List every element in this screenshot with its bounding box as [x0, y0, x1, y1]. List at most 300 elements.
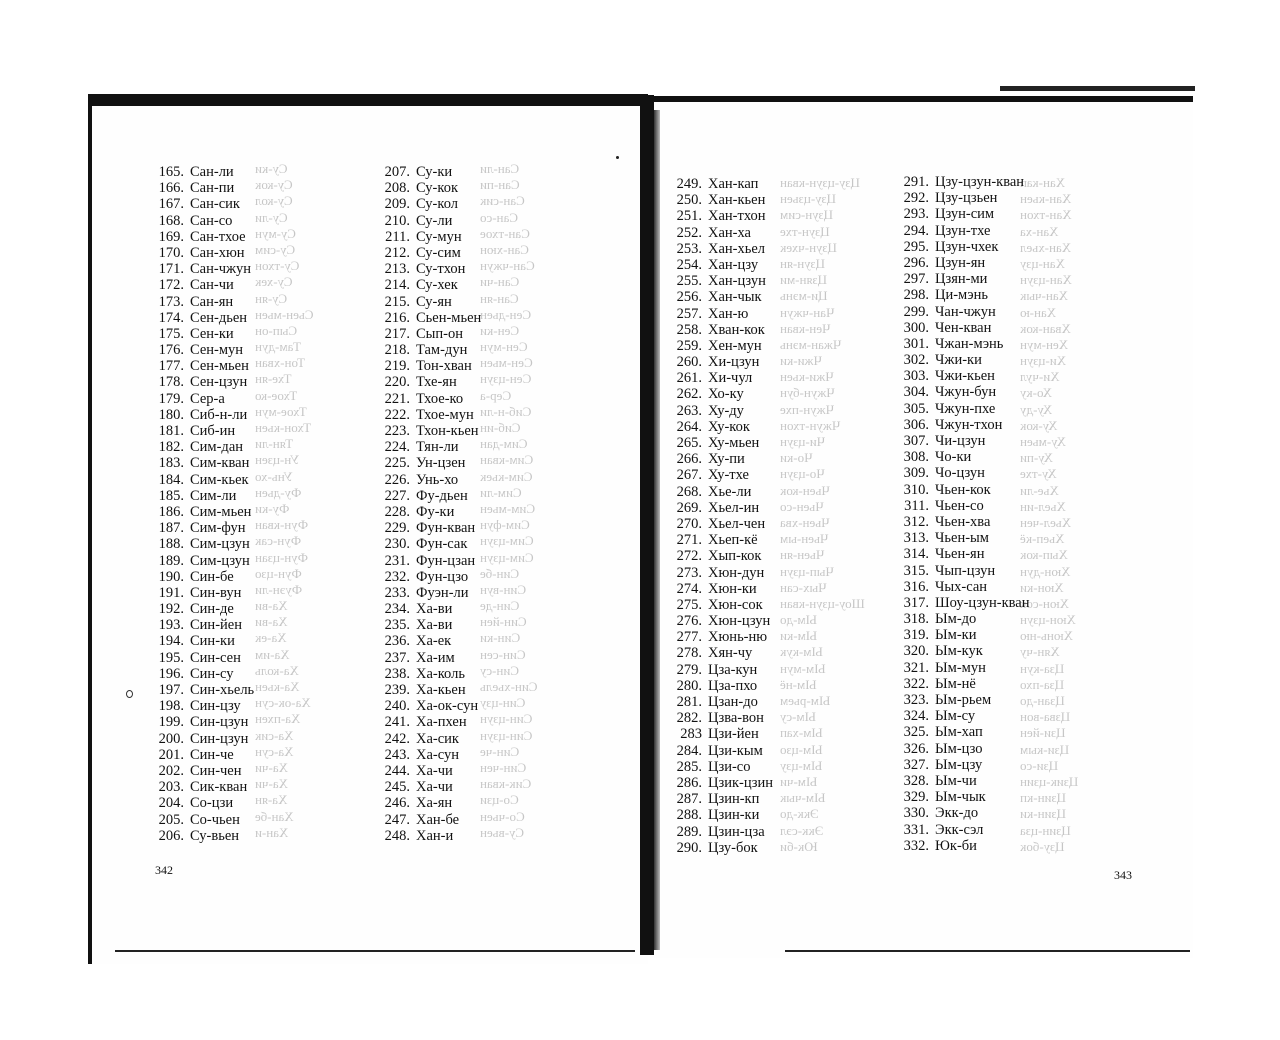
entry-name: Ым-кук: [935, 643, 983, 660]
entry-name: Фу-дьен: [416, 487, 468, 504]
entry-name: Ха-коль: [416, 665, 465, 682]
bleedthrough-text: Сен-дьен: [480, 306, 532, 322]
entry-name: Там-дун: [416, 342, 468, 359]
bleedthrough-text: Сен-ки: [480, 322, 520, 338]
bleedthrough-text: Хан-тхон: [1020, 207, 1072, 223]
entry-number: 264.: [676, 418, 702, 435]
entry-number: 286.: [676, 774, 702, 791]
entry-name: Сим-ли: [190, 487, 237, 504]
bleedthrough-text: Хюн-цзун: [1020, 612, 1076, 628]
bleedthrough-text: Со-цзи: [480, 792, 519, 808]
entry-number: 306.: [903, 416, 929, 433]
index-entry: [150, 536, 254, 552]
entry-name: Сим-фун: [190, 520, 246, 537]
bleedthrough-text: Ым-чи: [780, 773, 818, 789]
entry-number: 224.: [384, 439, 410, 456]
bleedthrough-text: Су-кол: [255, 193, 293, 209]
index-entry: [150, 779, 254, 795]
bleedthrough-text: Чжан-мэнь: [780, 336, 842, 352]
bleedthrough-text: Чжун-тхон: [780, 417, 841, 433]
book-gutter-shadow: [654, 110, 660, 950]
index-entry: [895, 304, 1030, 320]
entry-name: Син-че: [190, 746, 234, 763]
entry-name: Фун-цзан: [416, 552, 476, 569]
entry-number: 301.: [903, 335, 929, 352]
index-entry: [668, 403, 773, 419]
entry-name: Чан-чжун: [935, 303, 996, 320]
index-entry: [376, 779, 481, 795]
bleedthrough-text: Чых-сан: [780, 579, 827, 595]
entry-name: Хи-чул: [708, 370, 753, 387]
entry-name: Син-су: [190, 665, 234, 682]
index-entry: [376, 374, 481, 390]
entry-number: 236.: [384, 633, 410, 650]
entry-name: Чо-ки: [935, 449, 972, 466]
entry-number: 302.: [903, 352, 929, 369]
bleedthrough-text: Хан-цзу: [1020, 255, 1065, 271]
index-entry: [668, 532, 773, 548]
bleedthrough-text: Цзу-бок: [1020, 838, 1065, 854]
index-entry: [150, 747, 254, 763]
bleedthrough-text: Ым-рьем: [780, 693, 831, 708]
entry-number: 281.: [676, 694, 702, 710]
entry-name: Тхе-ян: [416, 374, 457, 391]
page-number-right: 343: [1114, 868, 1132, 882]
entry-number: 209.: [384, 196, 410, 213]
bleedthrough-text: Син-цзун: [480, 711, 533, 727]
entry-name: Су-ли: [416, 212, 453, 229]
bleedthrough-text: Экк-до: [780, 806, 819, 822]
index-entry: [150, 374, 254, 390]
bleedthrough-text: Хи-чул: [1020, 369, 1060, 385]
bleedthrough-text: Цзун-ян: [780, 255, 825, 271]
index-entry: [150, 213, 254, 229]
entry-number: 274.: [676, 580, 702, 597]
index-entry: [150, 439, 254, 455]
bleedthrough-text: Су-хек: [255, 274, 293, 290]
entry-name: Цза-пхо: [708, 677, 758, 694]
index-entry: [895, 546, 1030, 562]
bleedthrough-text: Хян-чу: [1020, 644, 1060, 660]
bleedthrough-text: Су-сим: [255, 241, 296, 257]
entry-number: 203.: [158, 779, 184, 796]
entry-name: Тон-хван: [416, 358, 472, 375]
bleedthrough-text: Сим-цзун: [480, 549, 534, 565]
bleedthrough-text: Ха-чи: [255, 776, 288, 792]
entry-name: Сик-кван: [190, 779, 248, 796]
entry-number: 282.: [676, 710, 702, 727]
index-entry: [376, 633, 481, 649]
bleedthrough-text: Хан-кьен: [1020, 191, 1072, 207]
index-entry: [895, 563, 1030, 579]
bleedthrough-text: Сан-тхое: [480, 225, 530, 241]
entry-number: 305.: [903, 400, 929, 417]
index-entry: [668, 241, 773, 257]
bleedthrough-text: Ха-сик: [255, 727, 294, 743]
entry-number: 202.: [158, 762, 184, 779]
index-entry: [376, 553, 481, 569]
entry-name: Сып-он: [416, 325, 464, 342]
entry-number: 307.: [903, 433, 929, 449]
index-entry: [376, 229, 481, 245]
bleedthrough-text: Чен-кван: [780, 320, 831, 336]
bleedthrough-text: Ым-мун: [780, 660, 826, 676]
entry-number: 319.: [903, 627, 929, 644]
entry-name: Сан-сик: [190, 196, 240, 213]
entry-name: Сен-мун: [190, 342, 244, 359]
right-bleedthrough: [1020, 175, 1140, 855]
index-entry: [376, 342, 481, 358]
entry-name: Сан-хюн: [190, 244, 245, 261]
bleedthrough-text: Син-чен: [480, 759, 527, 775]
index-entry: [895, 676, 1030, 692]
entry-name: Хан-и: [416, 827, 454, 844]
entry-number: 293.: [903, 206, 929, 223]
index-entry: [150, 812, 254, 828]
bleedthrough-text: Хан-и: [255, 824, 289, 840]
index-entry: [895, 271, 1030, 287]
entry-number: 189.: [158, 552, 184, 569]
entry-name: Хан-тхон: [708, 208, 766, 225]
bleedthrough-text: Хюн-дун: [1020, 563, 1071, 579]
entry-name: Хян-чу: [708, 645, 753, 662]
index-entry: [150, 342, 254, 358]
entry-name: Цзи-кым: [708, 742, 763, 759]
entry-name: Син-бе: [190, 568, 234, 585]
index-entry: [376, 407, 481, 423]
entry-number: 270.: [676, 515, 702, 532]
entry-number: 247.: [384, 811, 410, 828]
entry-name: Цзу-бок: [708, 839, 758, 856]
index-entry: [150, 617, 254, 633]
index-entry: [150, 326, 254, 342]
bleedthrough-text: Ха-пхен: [255, 711, 301, 727]
entry-number: 227.: [384, 487, 410, 504]
bleedthrough-text: Цзян-ми: [780, 272, 827, 288]
entry-name: Цзун-чхек: [935, 238, 999, 255]
entry-number: 172.: [158, 277, 184, 294]
entry-number: 178.: [158, 374, 184, 391]
entry-name: Ым-мун: [935, 659, 986, 676]
entry-name: Цзва-вон: [708, 710, 764, 727]
bleedthrough-text: Ха-кьен: [255, 679, 300, 694]
entry-number: 252.: [676, 224, 702, 241]
entry-name: Су-вьен: [190, 827, 240, 844]
bleedthrough-text: Ху-ду: [1020, 401, 1053, 417]
entry-name: Сен-мьен: [190, 358, 249, 375]
entry-name: Цзан-до: [708, 694, 758, 710]
index-entry: [668, 386, 773, 402]
entry-number: 250.: [676, 192, 702, 209]
entry-name: Су-мун: [416, 228, 462, 245]
entry-number: 225.: [384, 455, 410, 472]
entry-name: Фу-ки: [416, 503, 455, 520]
entry-number: 292.: [903, 190, 929, 207]
bleedthrough-text: Хып-кок: [1020, 547, 1068, 563]
entry-number: 303.: [903, 368, 929, 385]
entry-name: Ху-пи: [708, 451, 745, 468]
index-entry: [895, 805, 1030, 821]
entry-name: Экк-сэл: [935, 821, 984, 838]
entry-number: 311.: [904, 497, 929, 514]
entry-number: 290.: [676, 839, 702, 856]
entry-name: Сан-ли: [190, 164, 234, 180]
bleedthrough-text: Тон-хван: [255, 355, 305, 371]
index-entry: [668, 208, 773, 224]
bleedthrough-text: Ха-ок-сун: [255, 695, 311, 711]
bleedthrough-text: Хван-кок: [1020, 320, 1071, 336]
entry-name: Чьен-ым: [935, 530, 989, 547]
bleedthrough-text: Чо-ки: [780, 450, 813, 466]
entry-number: 174.: [158, 309, 184, 326]
index-entry: [668, 338, 773, 354]
bleedthrough-text: Цзун-тхе: [780, 223, 830, 239]
index-entry: [668, 840, 773, 856]
bleedthrough-text: Ху-мьен: [1020, 434, 1066, 449]
entry-number: 249.: [676, 176, 702, 192]
entry-number: 280.: [676, 677, 702, 694]
bleedthrough-text: Син-де: [480, 598, 520, 614]
bleedthrough-text: Чи-цзун: [780, 434, 826, 449]
entry-name: Хен-мун: [708, 337, 762, 354]
entry-number: 304.: [903, 384, 929, 401]
entry-number: 240.: [384, 698, 410, 715]
index-entry: [150, 229, 254, 245]
entry-number: 315.: [903, 562, 929, 579]
entry-name: Ху-мьен: [708, 435, 760, 451]
index-entry: [668, 516, 773, 532]
entry-number: 194.: [158, 633, 184, 650]
index-entry: [150, 164, 254, 180]
bleedthrough-text: Ым-до: [780, 612, 818, 628]
bleedthrough-text: Сим-кван: [480, 452, 534, 468]
entry-name: Хюн-ки: [708, 580, 757, 597]
entry-number: 232.: [384, 568, 410, 585]
bleedthrough-text: Ха-им: [255, 646, 290, 662]
entry-number: 213.: [384, 261, 410, 278]
entry-name: Чо-цзун: [935, 465, 985, 482]
entry-number: 221.: [384, 390, 410, 407]
bleedthrough-text: Чжи-кьен: [780, 369, 834, 385]
entry-number: 325.: [903, 724, 929, 741]
index-entry: [895, 514, 1030, 530]
index-entry: [668, 791, 773, 807]
entry-name: Чен-кван: [935, 319, 992, 336]
entry-number: 219.: [384, 358, 410, 375]
left-bleedthrough: [255, 161, 375, 841]
entry-name: Ым-хап: [935, 724, 983, 741]
index-entry: [150, 763, 254, 779]
entry-number: 207.: [384, 164, 410, 180]
top-page-edge: [1000, 86, 1195, 91]
entry-name: Тхое-ко: [416, 390, 464, 407]
entry-number: 313.: [903, 530, 929, 547]
entry-number: 296.: [903, 254, 929, 271]
index-entry: [668, 257, 773, 273]
index-entry: [895, 433, 1030, 449]
bleedthrough-text: Сып-он: [255, 322, 298, 338]
index-entry: [668, 581, 773, 597]
index-entry: [376, 650, 481, 666]
index-entry: [668, 678, 773, 694]
bleedthrough-text: Чан-чжун: [780, 304, 835, 320]
index-entry: [150, 423, 254, 439]
bleedthrough-text: Син-цзун: [480, 727, 533, 743]
entry-number: 215.: [384, 293, 410, 310]
index-entry: [895, 627, 1030, 643]
entry-number: 183.: [158, 455, 184, 472]
entry-name: Фун-кван: [416, 520, 476, 537]
entry-number: 234.: [384, 601, 410, 618]
index-entry: [895, 724, 1030, 740]
index-entry: [376, 747, 481, 763]
entry-name: Хьел-ин: [708, 499, 760, 516]
entry-name: Ым-су: [935, 708, 976, 725]
entry-name: Чжи-ки: [935, 352, 982, 369]
entry-name: Ци-мэнь: [935, 287, 989, 304]
index-entry: [895, 530, 1030, 546]
index-entry: [376, 455, 481, 471]
entry-name: Син-хьель: [190, 682, 255, 698]
bleedthrough-text: Тхое-ко: [255, 387, 298, 403]
index-entry: [376, 682, 481, 698]
index-entry: [668, 451, 773, 467]
index-entry: [150, 196, 254, 212]
index-entry: [150, 731, 254, 747]
bleedthrough-text: Хан-бе: [255, 808, 294, 824]
index-entry: [895, 174, 1030, 190]
entry-name: Хып-кок: [708, 548, 762, 565]
entry-number: 187.: [158, 520, 184, 537]
index-entry: [376, 488, 481, 504]
entry-name: Цзи-со: [708, 758, 751, 775]
entry-name: Ху-тхе: [708, 467, 749, 484]
index-entry: [376, 617, 481, 633]
entry-name: Хан-кьен: [708, 192, 766, 209]
entry-name: Чжи-кьен: [935, 368, 995, 385]
entry-number: 201.: [158, 746, 184, 763]
entry-number: 256.: [676, 289, 702, 306]
entry-name: Хи-цзун: [708, 354, 760, 371]
entry-name: Сер-а: [190, 390, 225, 407]
entry-name: Хан-кап: [708, 176, 759, 192]
entry-number: 283: [680, 726, 702, 743]
index-entry: [376, 698, 481, 714]
entry-number: 166.: [158, 180, 184, 197]
index-entry: [895, 417, 1030, 433]
entry-name: Тхое-мун: [416, 406, 474, 423]
index-entry: [895, 482, 1030, 498]
bleedthrough-text: Су-ки: [255, 161, 288, 176]
entry-name: Цзи-йен: [708, 726, 759, 743]
index-entry: [376, 213, 481, 229]
entry-name: Цзу-цзун-кван: [935, 174, 1025, 190]
index-entry: [376, 277, 481, 293]
bleedthrough-text: Су-ян: [255, 290, 288, 306]
index-entry: [895, 708, 1030, 724]
entry-number: 278.: [676, 645, 702, 662]
entry-name: Су-кок: [416, 180, 458, 197]
entry-name: Ха-кьен: [416, 682, 466, 698]
entry-number: 324.: [903, 708, 929, 725]
entry-column-left-1: [150, 164, 254, 844]
entry-number: 191.: [158, 584, 184, 601]
entry-name: Ха-чи: [416, 762, 453, 779]
entry-number: 211.: [385, 228, 410, 245]
entry-name: Цзин-ки: [708, 807, 760, 824]
index-entry: [150, 585, 254, 601]
entry-number: 170.: [158, 244, 184, 261]
entry-number: 322.: [903, 675, 929, 692]
bleedthrough-text: Цзин-ки: [1020, 806, 1067, 822]
entry-number: 177.: [158, 358, 184, 375]
left-bleedthrough: [480, 161, 605, 841]
entry-number: 243.: [384, 746, 410, 763]
bleedthrough-text: Тхе-ян: [255, 371, 292, 387]
entry-number: 318.: [903, 611, 929, 628]
entry-number: 332.: [903, 837, 929, 854]
entry-number: 266.: [676, 451, 702, 468]
entry-name: Хан-хьел: [708, 240, 766, 257]
bleedthrough-text: Цза-пхо: [1020, 676, 1065, 692]
entry-name: Ым-до: [935, 611, 977, 628]
bleedthrough-text: Тян-ли: [255, 436, 294, 452]
index-entry: [895, 822, 1030, 838]
entry-name: Цзин-кп: [708, 791, 760, 808]
bleedthrough-text: Сим-дан: [480, 436, 528, 452]
entry-number: 294.: [903, 222, 929, 239]
bleedthrough-text: Сиб-ин: [480, 420, 521, 435]
index-entry: [150, 601, 254, 617]
entry-name: Сьен-мьен: [416, 309, 482, 326]
index-entry: [376, 714, 481, 730]
entry-number: 269.: [676, 499, 702, 516]
bleedthrough-text: Цзун-чхек: [780, 239, 837, 255]
entry-name: Чжун-пхе: [935, 400, 996, 417]
entry-number: 233.: [384, 584, 410, 601]
entry-name: Хан-ха: [708, 224, 751, 241]
bleedthrough-text: Экк-сэл: [780, 822, 824, 838]
bleedthrough-text: Цзун-сим: [780, 207, 833, 223]
entry-number: 271.: [676, 532, 702, 549]
bleedthrough-text: Сим-цзун: [480, 533, 534, 549]
index-entry: [150, 391, 254, 407]
bleedthrough-text: Ху-тхе: [1020, 466, 1057, 482]
bleedthrough-text: Ун-цзен: [255, 452, 300, 468]
entry-name: Сан-чи: [190, 277, 234, 294]
index-entry: [376, 310, 481, 326]
entry-number: 287.: [676, 791, 702, 808]
bleedthrough-text: Цзи-со: [1020, 757, 1059, 773]
entry-name: Со-цзи: [190, 795, 234, 812]
index-entry: [895, 384, 1030, 400]
bleedthrough-text: Сик-кван: [480, 776, 532, 792]
entry-name: Син-де: [190, 601, 234, 618]
bleedthrough-text: Су-вьен: [480, 824, 524, 840]
index-entry: [895, 352, 1030, 368]
index-entry: [668, 775, 773, 791]
index-entry: [668, 192, 773, 208]
entry-number: 196.: [158, 665, 184, 682]
entry-name: Хюн-сок: [708, 596, 763, 613]
index-entry: [895, 368, 1030, 384]
index-entry: [668, 370, 773, 386]
index-entry: [895, 757, 1030, 773]
entry-number: 317.: [903, 594, 929, 611]
entry-number: 260.: [676, 354, 702, 371]
bleedthrough-text: Син-бе: [480, 565, 520, 581]
entry-number: 229.: [384, 520, 410, 537]
